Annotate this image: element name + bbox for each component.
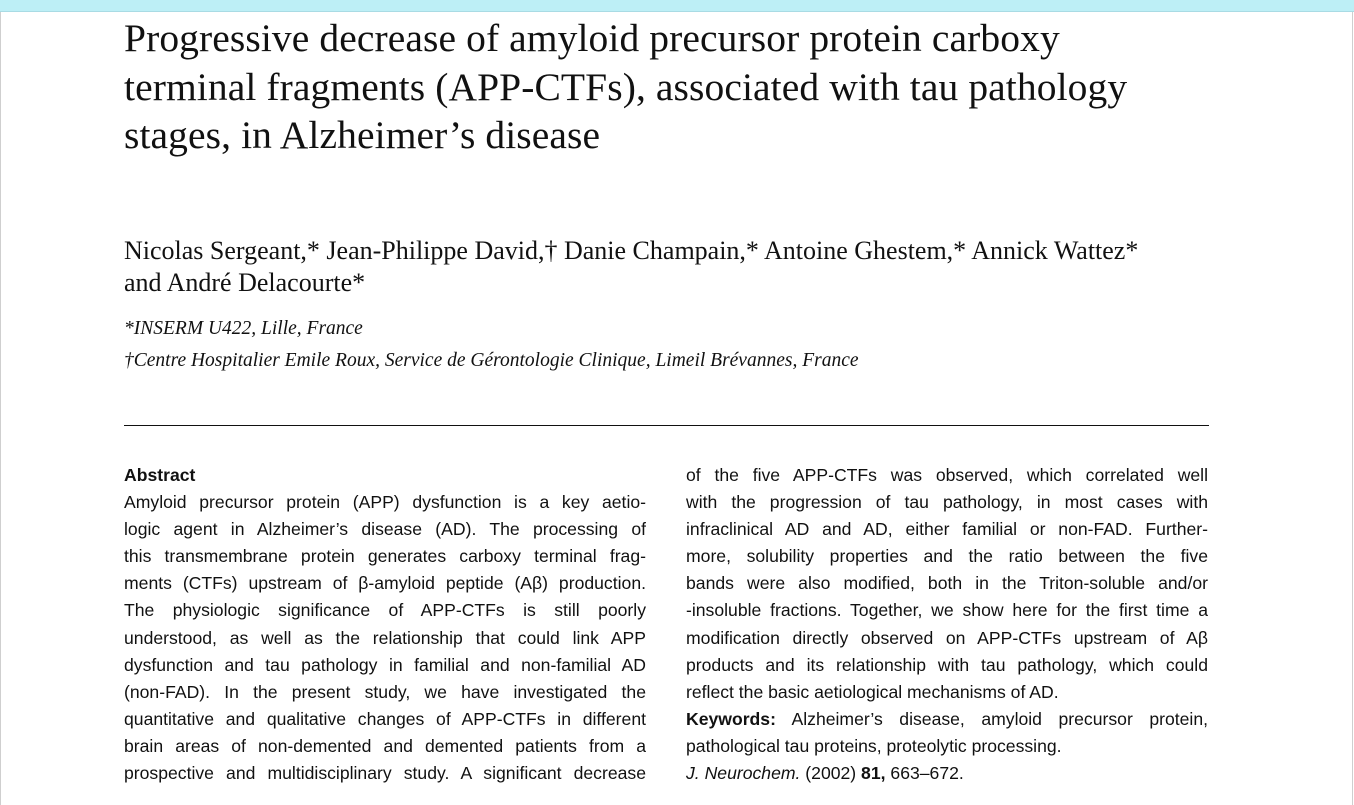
- title-line: terminal fragments (APP-CTFs), associated with tau pathology: [124, 64, 1128, 109]
- abstract-left-column: [124, 462, 646, 787]
- affiliation: *INSERM U422, Lille, France: [124, 317, 363, 339]
- abstract-right-column: [686, 462, 1208, 787]
- section-divider: [124, 425, 1209, 426]
- abstract-line: prospective and multidisciplinary study. A significant decrease: [124, 763, 646, 784]
- title-line: stages, in Alzheimer’s disease: [124, 113, 601, 157]
- citation-year: (2002): [805, 763, 857, 784]
- author-list: [124, 235, 1209, 299]
- keywords-line: pathological tau proteins, proteolytic processing.: [686, 735, 1062, 756]
- citation: [686, 760, 1208, 787]
- paper-title: [124, 14, 1209, 160]
- abstract-line: dysfunction and tau pathology in familial and non-familial AD: [124, 654, 646, 675]
- citation-volume: 81,: [861, 763, 886, 784]
- abstract-line: this transmembrane protein generates carboxy terminal frag-: [124, 546, 646, 567]
- abstract-line: products and its relationship with tau pathology, which could: [686, 654, 1208, 675]
- citation-pages: 663–672.: [890, 763, 964, 784]
- abstract-heading: Abstract: [124, 465, 196, 485]
- author-line: Nicolas Sergeant,* Jean-Philippe David,† Danie Champain,* Antoine Ghestem,* Annick Wattez*: [124, 235, 1139, 265]
- abstract-line: with the progression of tau pathology, in most cases with: [686, 492, 1208, 513]
- abstract-line: modification directly observed on APP-CTFs upstream of Aβ: [686, 627, 1208, 648]
- citation-journal: J. Neurochem.: [686, 763, 801, 784]
- viewer-top-strip: [0, 0, 1354, 12]
- author-line: and André Delacourte*: [124, 267, 366, 297]
- paper-page: [124, 14, 1209, 377]
- abstract-line: more, solubility properties and the ratio between the five: [686, 546, 1208, 567]
- abstract-line: brain areas of non-demented and demented patients from a: [124, 735, 646, 756]
- abstract-line: understood, as well as the relationship that could link APP: [124, 627, 646, 648]
- keywords-line: [686, 706, 1208, 733]
- keywords-label: Keywords:: [686, 708, 776, 729]
- abstract-line: (non-FAD). In the present study, we have investigated the: [124, 681, 646, 702]
- keywords-text: Alzheimer’s disease, amyloid precursor protein,: [791, 708, 1208, 729]
- title-line: Progressive decrease of amyloid precursor protein carboxy: [124, 16, 1060, 60]
- abstract-line: -insoluble fractions. Together, we show here for the first time a: [686, 600, 1208, 621]
- abstract-line: Amyloid precursor protein (APP) dysfunction is a key aetio-: [124, 492, 646, 513]
- abstract-line: ments (CTFs) upstream of β-amyloid peptide (Aβ) production.: [124, 573, 646, 594]
- abstract-line: infraclinical AD and AD, either familial or non-FAD. Further-: [686, 519, 1208, 540]
- abstract-line: bands were also modified, both in the Triton-soluble and/or: [686, 573, 1208, 594]
- abstract-line: quantitative and qualitative changes of APP-CTFs in different: [124, 708, 646, 729]
- abstract-line: reflect the basic aetiological mechanisms of AD.: [686, 681, 1059, 702]
- affiliation: †Centre Hospitalier Emile Roux, Service de Gérontologie Clinique, Limeil Brévannes, France: [124, 349, 859, 371]
- abstract-line: logic agent in Alzheimer’s disease (AD). The processing of: [124, 519, 646, 540]
- abstract-line: The physiologic significance of APP-CTFs is still poorly: [124, 600, 646, 621]
- abstract-line: of the five APP-CTFs was observed, which correlated well: [686, 465, 1208, 485]
